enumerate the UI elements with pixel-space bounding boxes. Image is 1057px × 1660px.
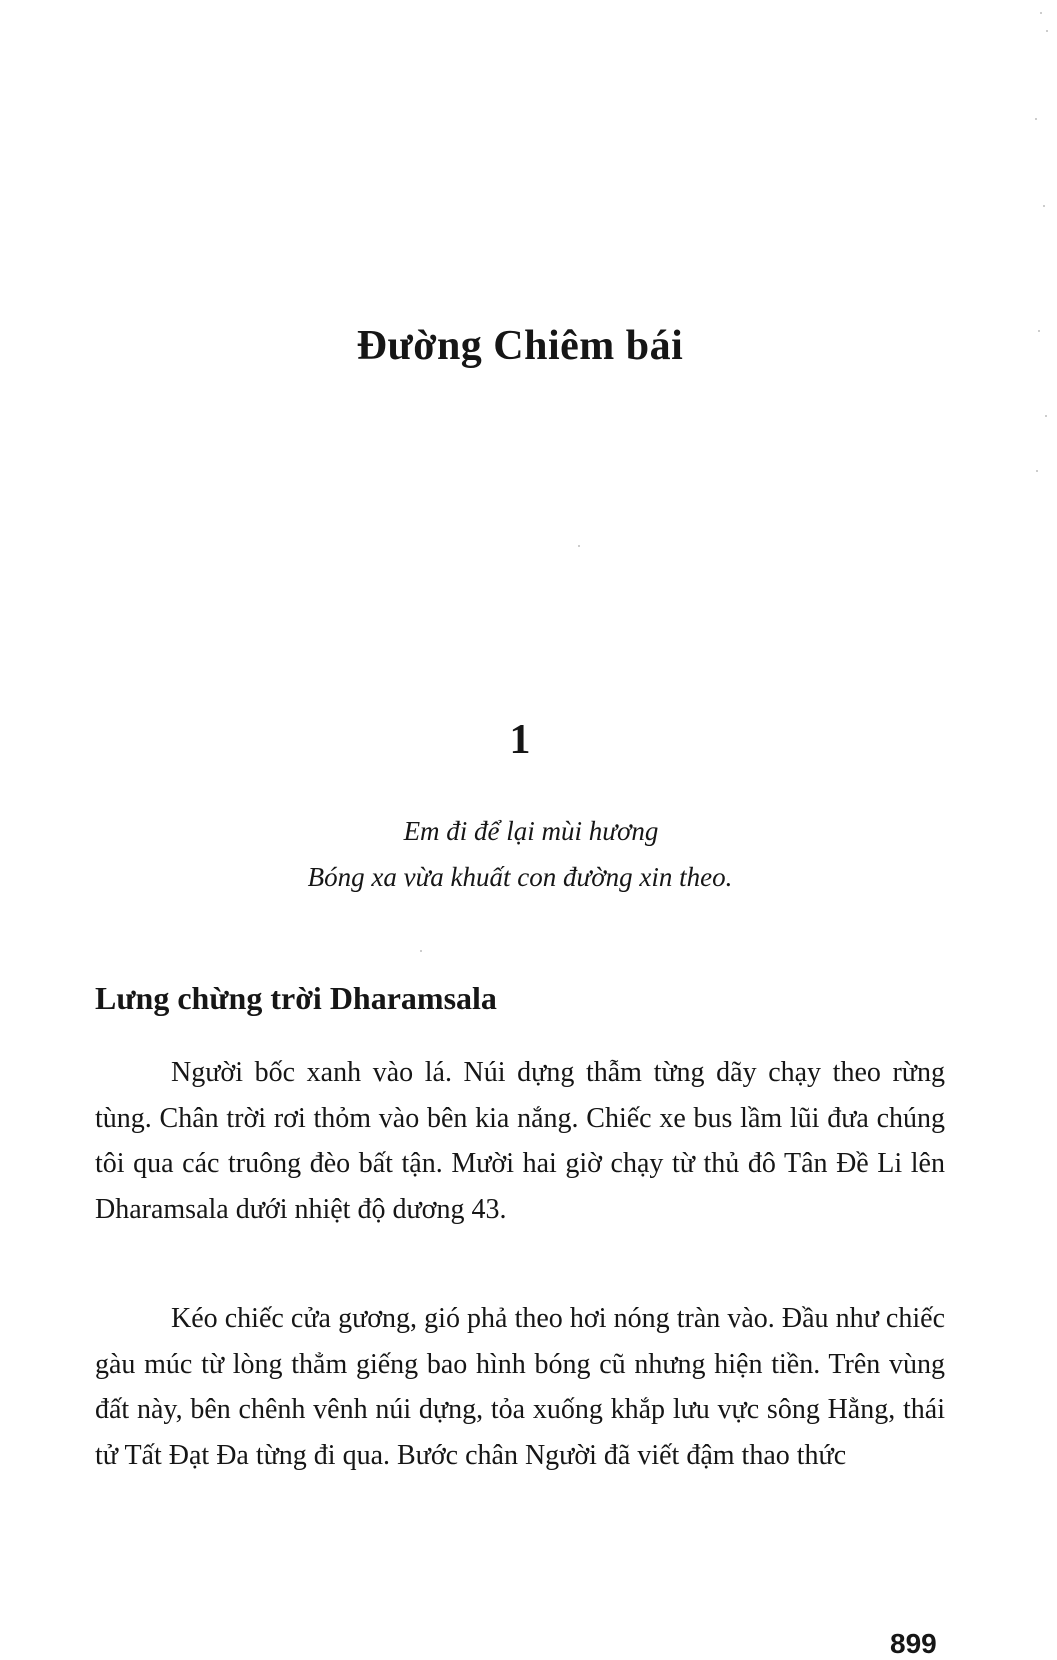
- section-heading: Lưng chừng trời Dharamsala: [95, 980, 497, 1016]
- scan-speck: [1038, 330, 1040, 332]
- page-number: 899: [890, 1628, 937, 1659]
- scan-speck: [1036, 470, 1038, 472]
- scan-speck: [1040, 12, 1042, 14]
- body-paragraph-2: [95, 1296, 945, 1478]
- section-number: 1: [509, 717, 531, 763]
- scan-speck: [1046, 30, 1048, 32]
- epigraph: [0, 808, 1040, 900]
- scan-speck: [1043, 205, 1045, 207]
- epigraph-line-1: Em đi để lại mùi hương: [403, 816, 659, 846]
- paragraph-text: Kéo chiếc cửa gương, gió phả theo hơi nóng tràn vào. Đầu như chiếc gàu múc từ lòng thẳm giếng bao hình bóng cũ nhưng hiện tiền. Trên vùng đất này, bên chênh vênh núi dựng, tỏa xuống khắp lưu vực sông Hằng, thái tử Tất Đạt Đa từng đi qua. Bước chân Người đã viết đậm thao thức: [95, 1303, 945, 1471]
- scan-speck: [578, 545, 580, 547]
- body-paragraph-1: [95, 1050, 945, 1232]
- paragraph-text: Người bốc xanh vào lá. Núi dựng thẫm từng dãy chạy theo rừng tùng. Chân trời rơi thỏm vào bên kia nắng. Chiếc xe bus lầm lũi đưa chúng tôi qua các truông đèo bất tận. Mười hai giờ chạy từ thủ đô Tân Đề Li lên Dharamsala dưới nhiệt độ dương 43.: [95, 1057, 945, 1225]
- scan-speck: [420, 950, 422, 952]
- epigraph-line-2: Bóng xa vừa khuất con đường xin theo.: [307, 862, 733, 892]
- scan-speck: [1035, 118, 1037, 120]
- scan-speck: [1045, 415, 1047, 417]
- chapter-title: Đường Chiêm bái: [356, 323, 684, 369]
